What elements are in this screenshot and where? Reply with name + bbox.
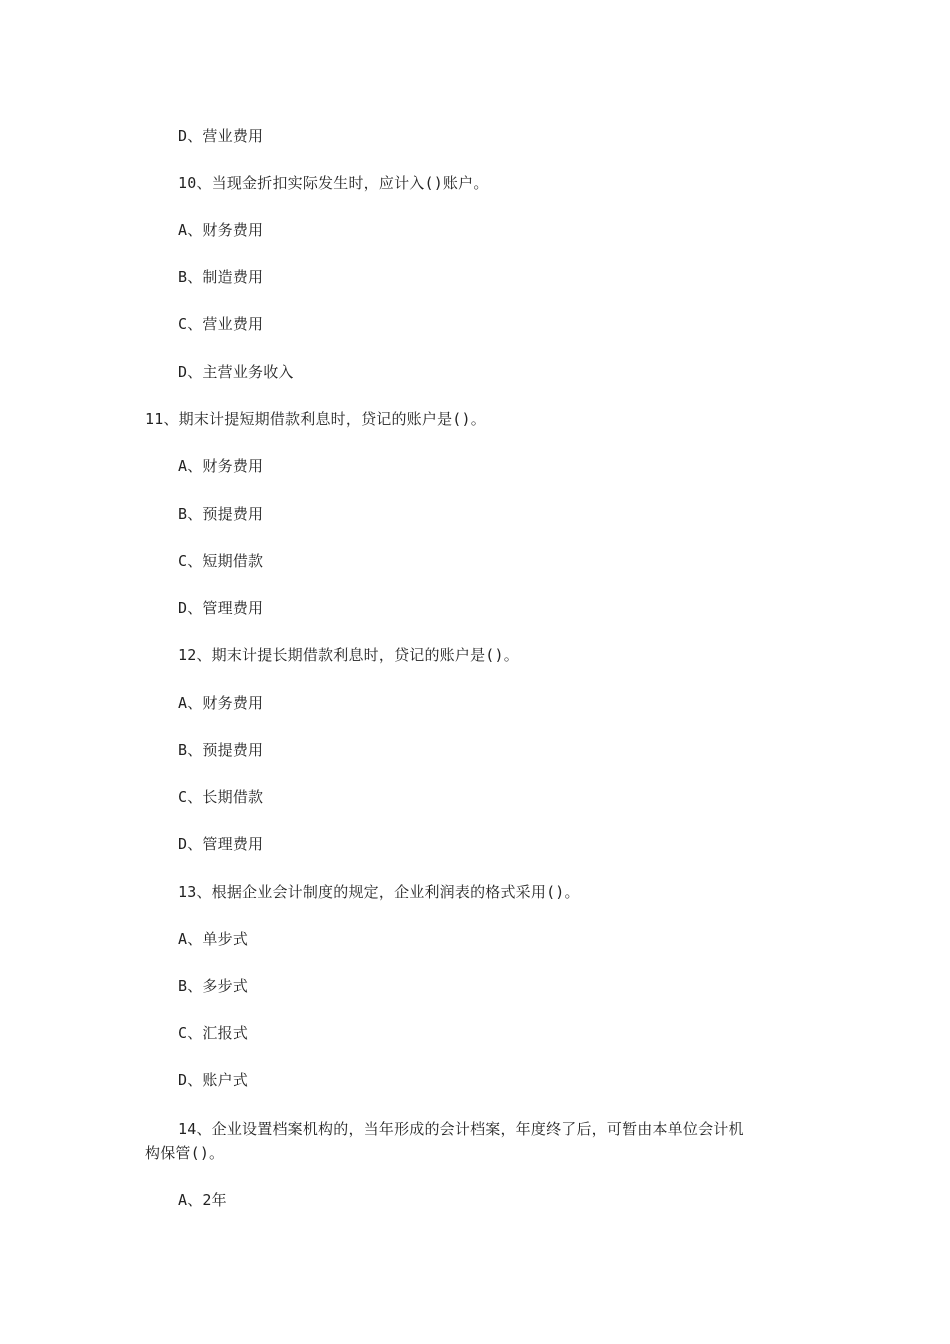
option-line: B、预提费用 xyxy=(178,741,264,759)
question-line: 11、期末计提短期借款利息时，贷记的账户是()。 xyxy=(145,410,486,428)
option-line: D、主营业务收入 xyxy=(178,363,294,381)
option-line: B、预提费用 xyxy=(178,505,264,523)
option-line: D、管理费用 xyxy=(178,599,264,617)
question-line: 10、当现金折扣实际发生时，应计入()账户。 xyxy=(178,174,489,192)
option-line: C、营业费用 xyxy=(178,315,264,333)
question-line-continuation: 构保管()。 xyxy=(145,1144,225,1162)
question-line: 12、期末计提长期借款利息时，贷记的账户是()。 xyxy=(178,646,519,664)
option-line: A、财务费用 xyxy=(178,221,264,239)
option-line: A、财务费用 xyxy=(178,694,264,712)
option-line: B、制造费用 xyxy=(178,268,264,286)
option-line: A、单步式 xyxy=(178,930,249,948)
option-line: D、账户式 xyxy=(178,1071,249,1089)
option-line: D、营业费用 xyxy=(178,127,264,145)
question-line: 14、企业设置档案机构的，当年形成的会计档案，年度终了后，可暂由本单位会计机 xyxy=(178,1120,744,1138)
option-line: A、财务费用 xyxy=(178,457,264,475)
question-line: 13、根据企业会计制度的规定，企业利润表的格式采用()。 xyxy=(178,883,580,901)
option-line: C、汇报式 xyxy=(178,1024,249,1042)
option-line: B、多步式 xyxy=(178,977,249,995)
option-line: C、短期借款 xyxy=(178,552,264,570)
option-line: D、管理费用 xyxy=(178,835,264,853)
option-line: C、长期借款 xyxy=(178,788,264,806)
option-line: A、2年 xyxy=(178,1191,227,1209)
